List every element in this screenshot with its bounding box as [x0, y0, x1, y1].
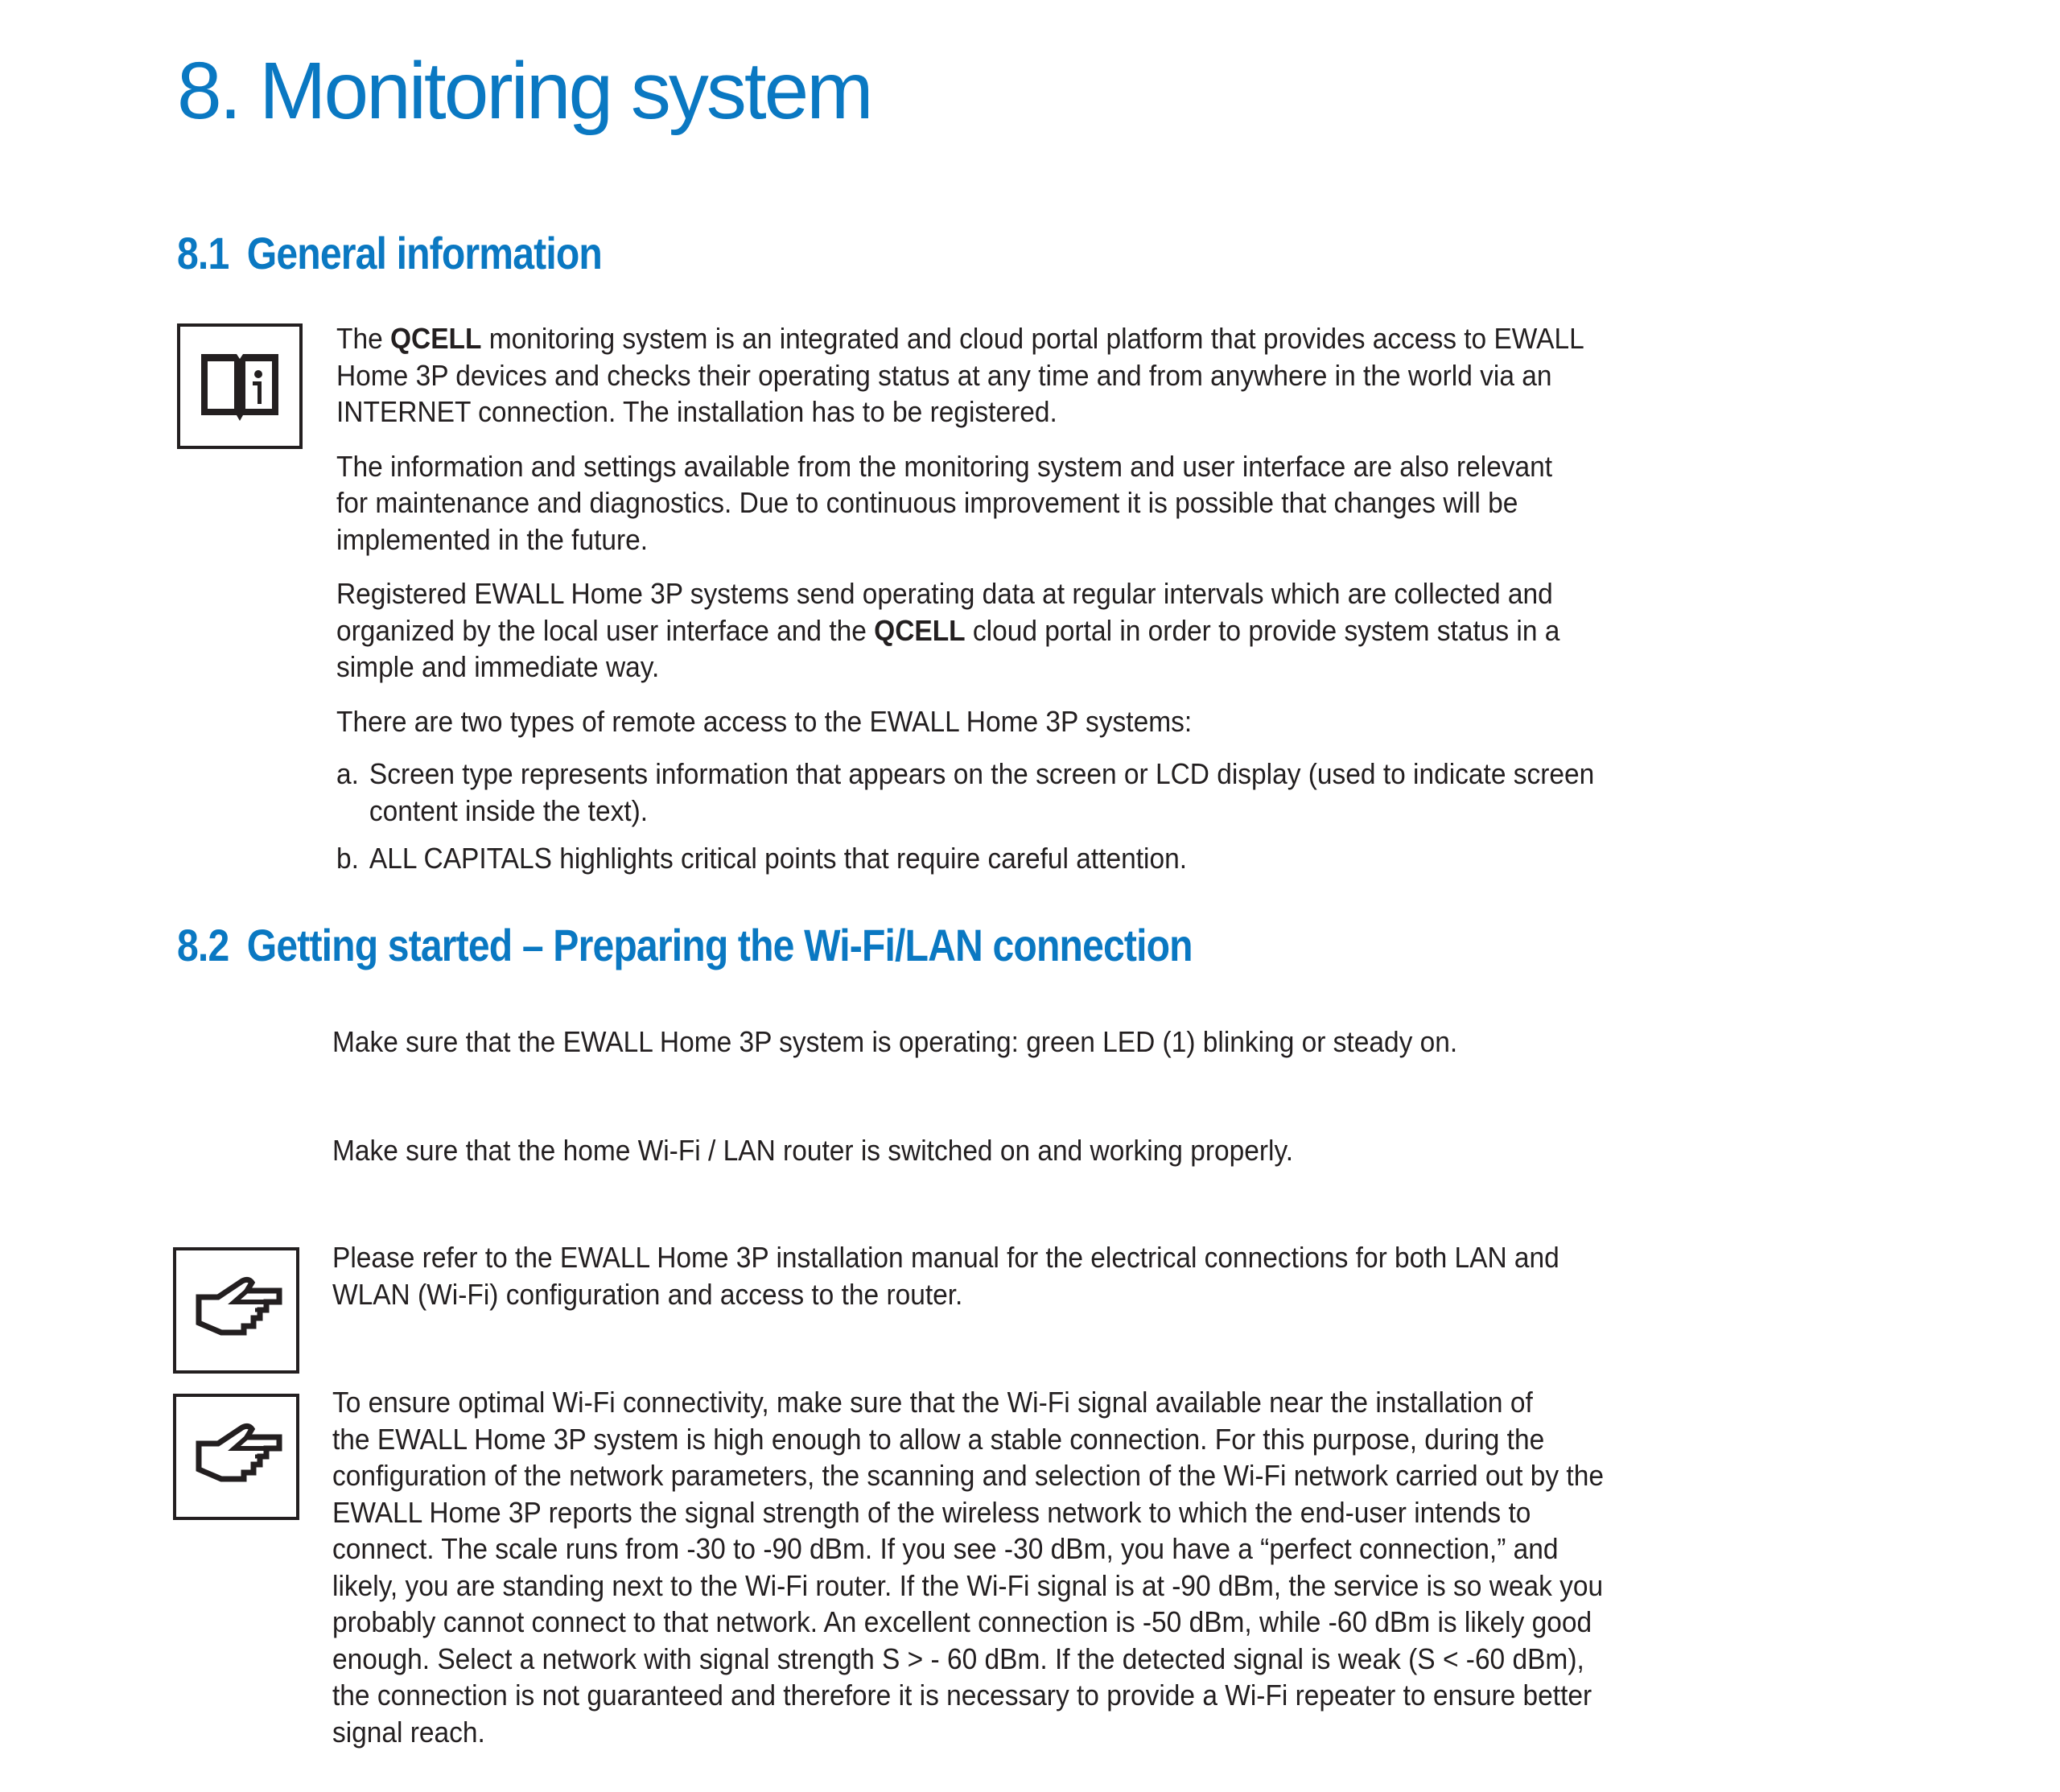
- paragraph-remote-access: There are two types of remote access to the EWALL Home 3P systems:: [336, 704, 1193, 738]
- section-title: General information: [246, 228, 602, 278]
- brand-qcell: QCELL: [874, 613, 966, 647]
- remote-access-list: [336, 756, 1594, 877]
- section-8-1-heading: [177, 225, 602, 282]
- section-number: 8.1: [177, 228, 229, 278]
- section-number: 8.2: [177, 920, 229, 970]
- book-info-icon-box: [177, 323, 303, 449]
- brand-qcell: QCELL: [390, 322, 482, 355]
- note-icon-box: [173, 1394, 299, 1520]
- paragraph-intro: The QCELL monitoring system is an integrated and cloud portal platform that provides access to EWALL Home 3P devices and checks their operating status at any time and from anywhere in the world via an INTERNET connection. The installation has to be registered.: [336, 322, 1584, 428]
- note-installation-manual: Please refer to the EWALL Home 3P installation manual for the electrical connections for both LAN and WLAN (Wi-Fi) configuration and access to the router.: [332, 1241, 1559, 1311]
- list-marker: a.: [336, 757, 359, 790]
- paragraph-maintenance: The information and settings available from the monitoring system and user interface are also relevant for maintenance and diagnostics. Due to continuous improvement it is possible that changes will be implemented in the future.: [336, 449, 1553, 556]
- note-icon-box: [173, 1247, 299, 1374]
- section-title: Getting started – Preparing the Wi-Fi/LAN connection: [246, 920, 1193, 970]
- step-router-working: Make sure that the home Wi-Fi / LAN router is switched on and working properly.: [332, 1134, 1294, 1167]
- list-marker: b.: [336, 842, 359, 875]
- paragraph-registered-systems: Registered EWALL Home 3P systems send operating data at regular intervals which are collected and organized by the local user interface and the QCELL cloud portal in order to provide system status in a simple and immediate way.: [336, 577, 1560, 683]
- pointing-hand-icon: [176, 1250, 296, 1370]
- book-info-icon: [180, 327, 299, 446]
- section-8-1-body: [336, 320, 1689, 877]
- list-item: b. ALL CAPITALS highlights critical points that require careful attention.: [336, 840, 1594, 877]
- note-wifi-signal-strength: To ensure optimal Wi-Fi connectivity, make sure that the Wi-Fi signal available near the installation of the EWALL Home 3P system is high enough to allow a stable connection. For this purpose, during the configuration of the network parameters, the scanning and selection of the Wi-Fi network carried out by the EWALL Home 3P reports the signal strength of the wireless network to which the end-user intends to connect. The scale runs from -30 to -90 dBm. If you see -30 dBm, you have a “perfect connection,” and likely, you are standing next to the Wi-Fi router. If the Wi-Fi signal is at -90 dBm, the service is so weak you probably cannot connect to that network. An excellent connection is -50 dBm, while -60 dBm is likely good enough. Select a network with signal strength S > - 60 dBm. If the detected signal is weak (S < -60 dBm), the connection is not guaranteed and therefore it is necessary to provide a Wi-Fi repeater to ensure better signal reach.: [332, 1386, 1604, 1749]
- list-item: a. Screen type represents information that appears on the screen or LCD display (used to indicate screen content inside the text).: [336, 756, 1594, 829]
- page-title: 8. Monitoring system: [177, 46, 871, 136]
- section-8-2-heading: [177, 917, 1193, 974]
- step-system-operating: Make sure that the EWALL Home 3P system is operating: green LED (1) blinking or steady on.: [332, 1025, 1458, 1058]
- pointing-hand-icon: [176, 1397, 296, 1517]
